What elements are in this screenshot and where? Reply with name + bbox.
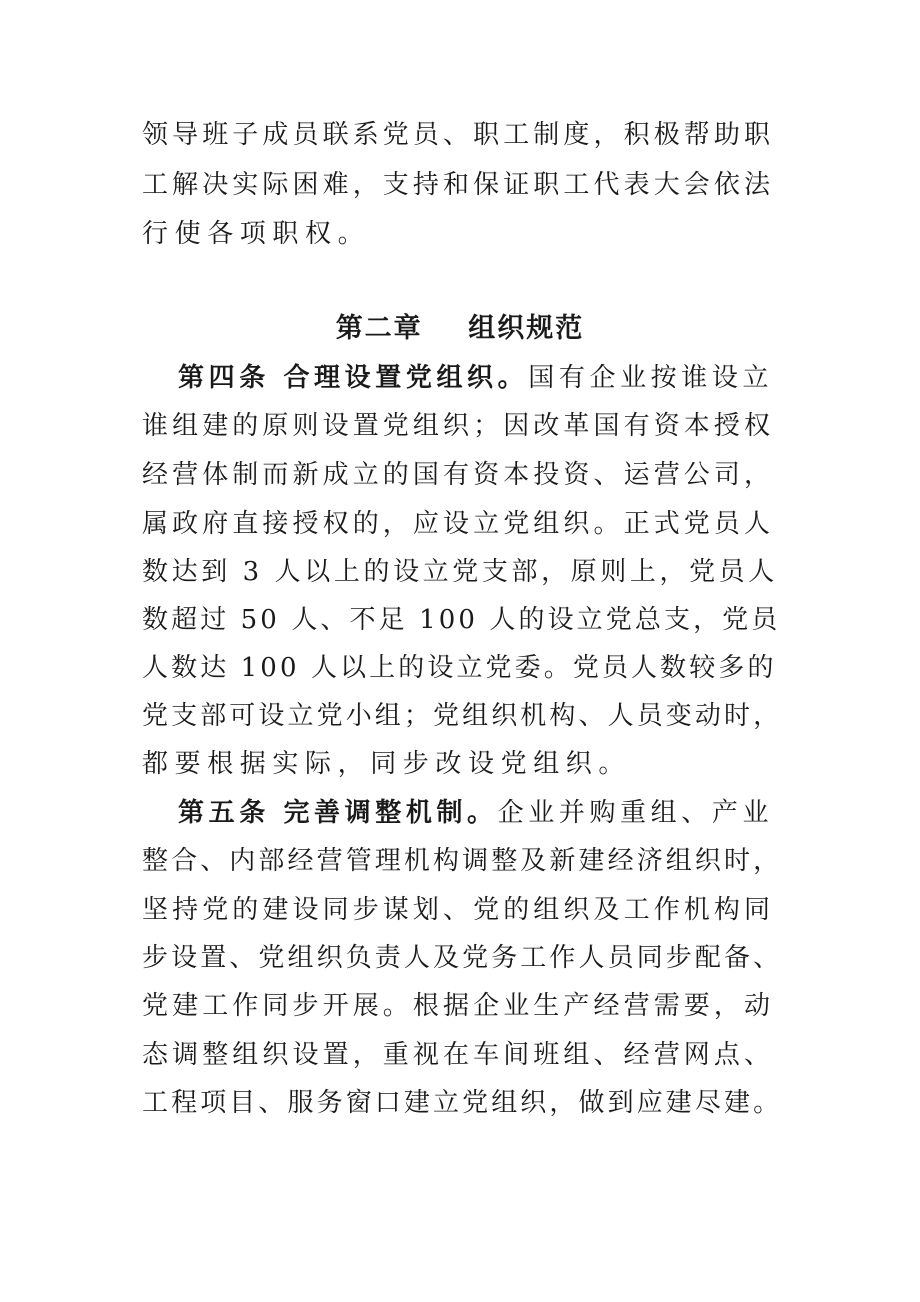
article5-line-4: 步设置、党组织负责人及党务工作人员同步配备、 [142, 943, 783, 973]
article4-line-4: 属政府直接授权的，应设立党组织。正式党员人 [142, 509, 775, 539]
article4-line-5: 数达到 3 人以上的设立党支部，原则上，党员人 [142, 557, 778, 587]
article5-line-3: 坚持党的建设同步谋划、党的组织及工作机构同 [142, 895, 775, 925]
article4-line-7: 人数达 100 人以上的设立党委。党员人数较多的 [142, 653, 777, 683]
article4-line-9: 都要根据实际，同步改设党组织。 [142, 749, 632, 779]
article5-line-5: 党建工作同步开展。根据企业生产经营需要，动 [142, 991, 775, 1021]
intro-line-1: 领导班子成员联系党员、职工制度，积极帮助职 [142, 120, 775, 150]
article5-heading: 第五条 完善调整机制。 [178, 798, 498, 828]
article4-line-3: 经营体制而新成立的国有资本投资、运营公司， [142, 460, 775, 490]
article4-first-line-text: 国有企业按谁设立 [528, 363, 774, 393]
article5-first-line [178, 796, 782, 830]
article5-line-2: 整合、内部经营管理机构调整及新建经济组织时， [142, 846, 783, 876]
intro-line-2: 工解决实际困难，支持和保证职工代表大会依法 [142, 170, 775, 200]
article4-line-6: 数超过 50 人、不足 100 人的设立党总支，党员 [142, 605, 781, 635]
article4-line-8: 党支部可设立党小组；党组织机构、人员变动时， [142, 701, 783, 731]
intro-line-3: 行使各项职权。 [142, 219, 371, 249]
article4-first-line [178, 361, 782, 395]
article5-first-line-text: 企业并购重组、产业 [497, 798, 774, 828]
article4-heading: 第四条 合理设置党组织。 [178, 363, 529, 393]
article5-line-6: 态调整组织设置，重视在车间班组、经营网点、 [142, 1040, 775, 1070]
chapter-heading: 第二章 组织规范 [335, 313, 585, 344]
article4-line-2: 谁组建的原则设置党组织；因改革国有资本授权 [142, 411, 775, 441]
article5-line-7: 工程项目、服务窗口建立党组织，做到应建尽建。 [142, 1088, 783, 1118]
